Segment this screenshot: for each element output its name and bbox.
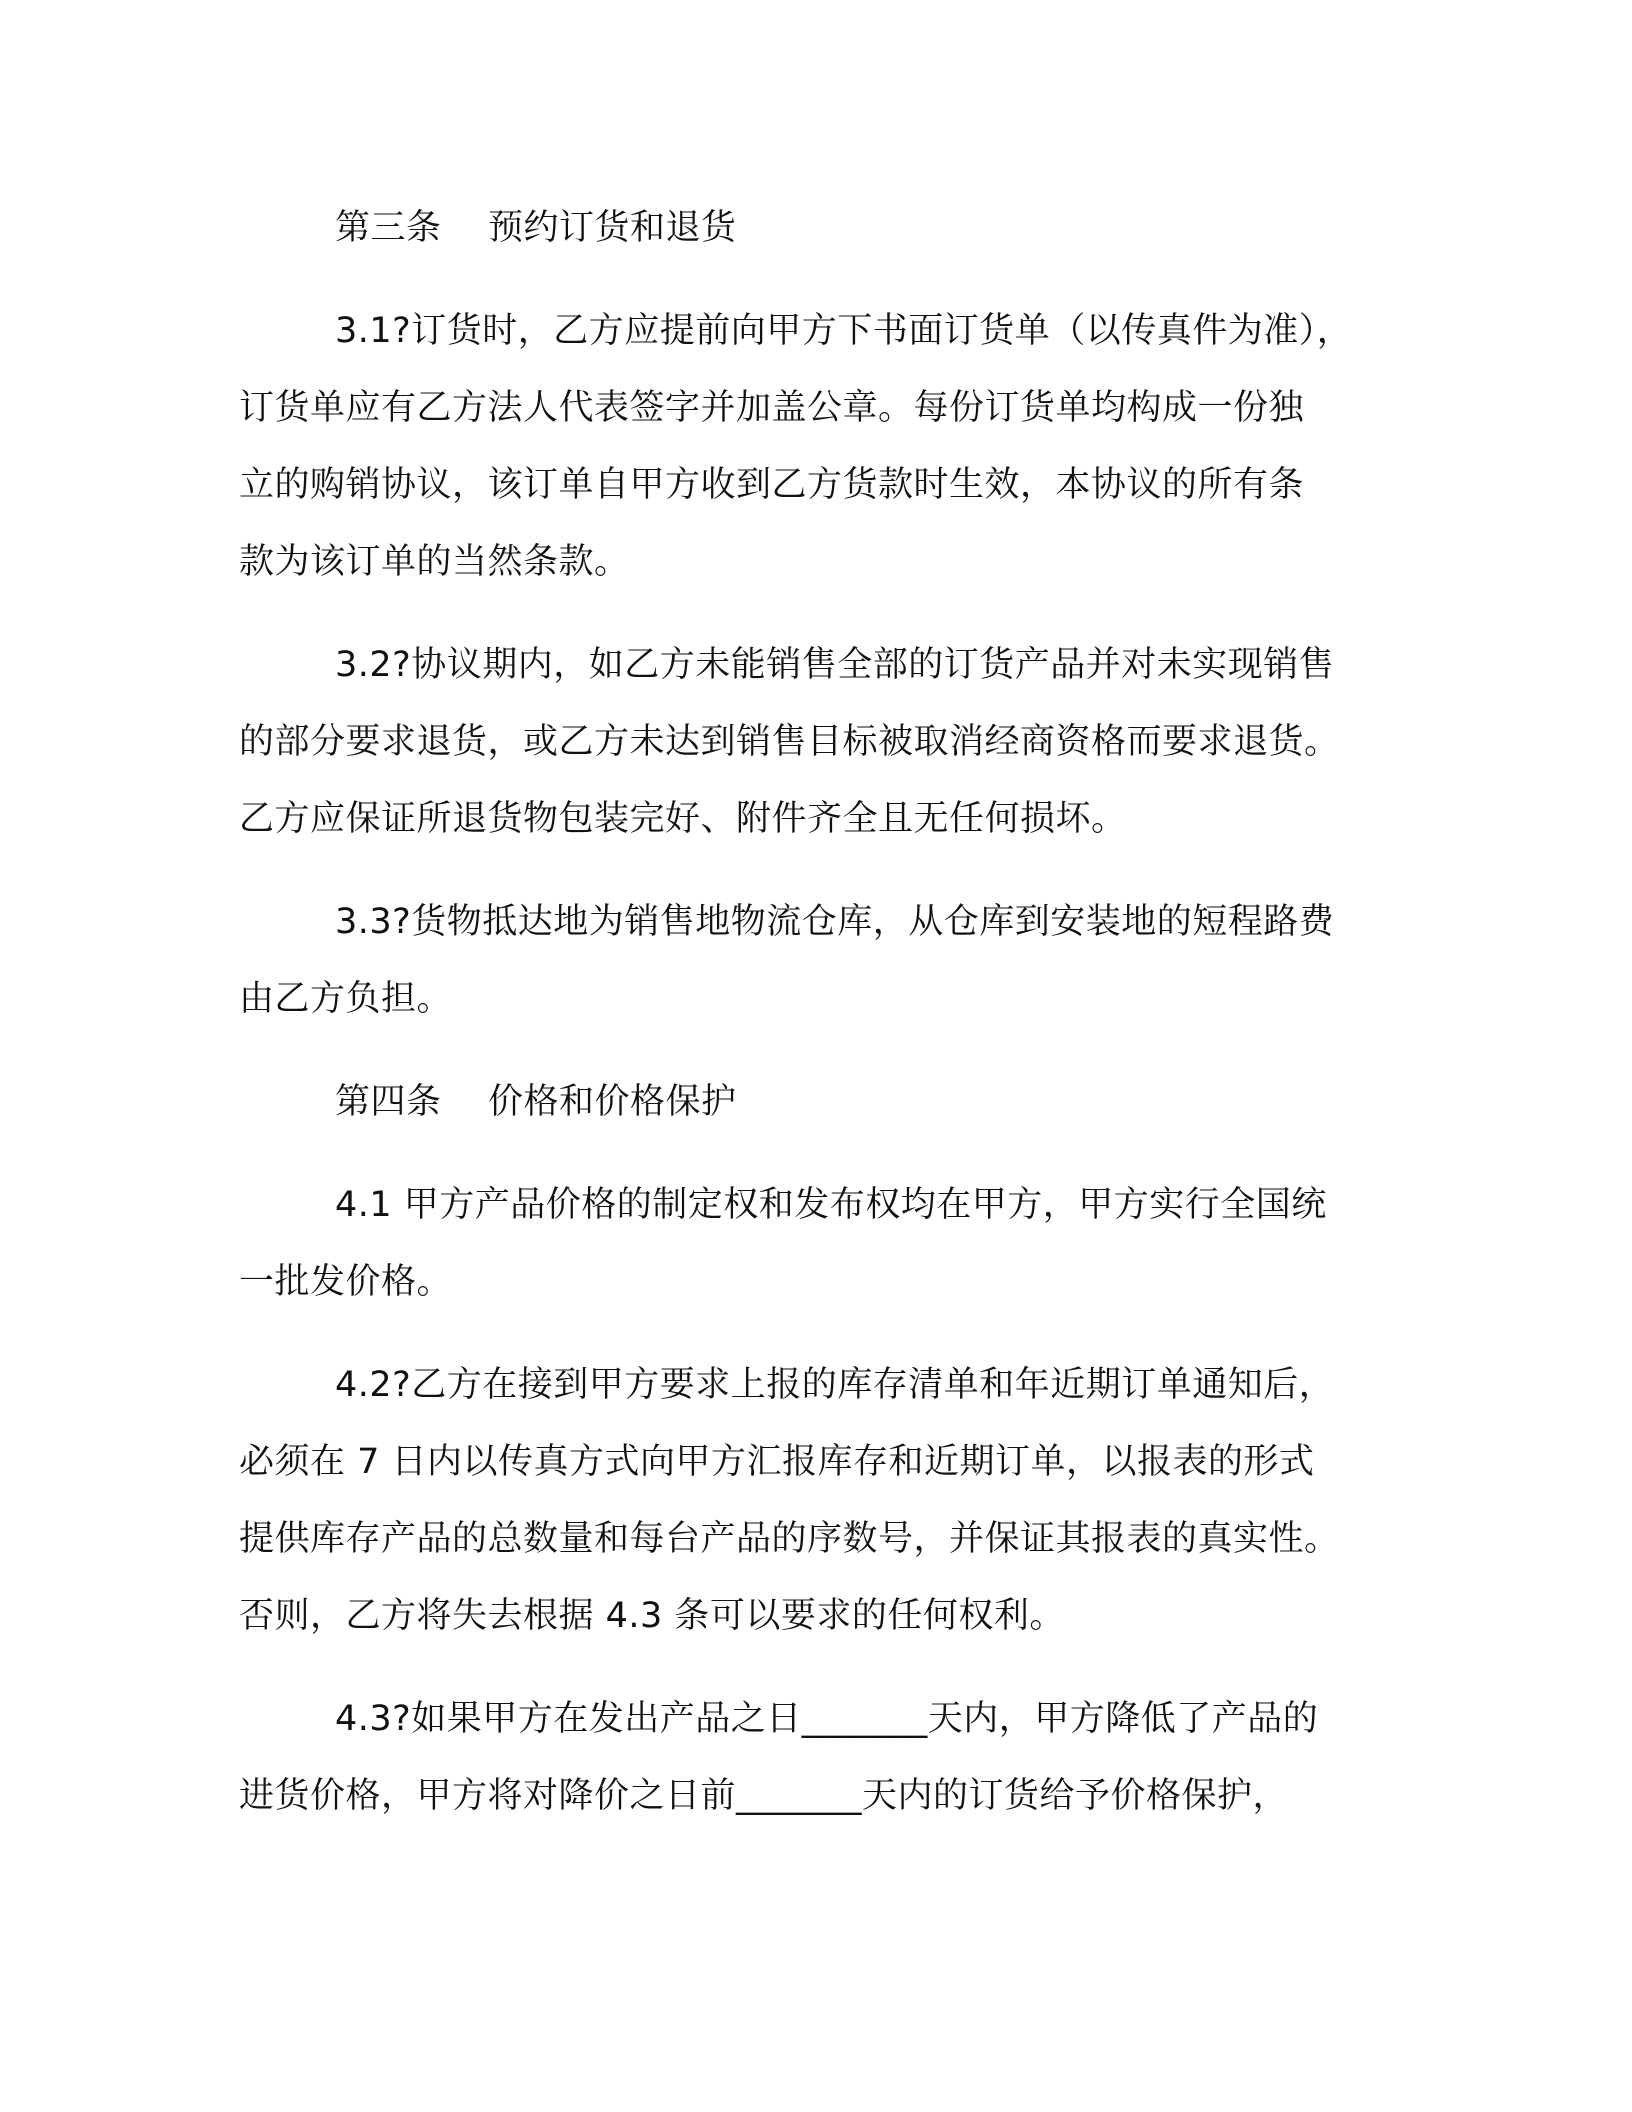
clause-4-1 (239, 1167, 1399, 1321)
text-line: 4.3?如果甲方在发出产品之日_______天内，甲方降低了产品的 (335, 1699, 1319, 1739)
text-line: 由乙方负担。 (239, 979, 453, 1019)
text-line: 进货价格，甲方将对降价之日前_______天内的订货给予价格保护， (239, 1776, 1289, 1816)
document-body (239, 190, 1399, 1861)
clause-3-3 (239, 884, 1399, 1038)
article-4-heading: 第四条 价格和价格保护 (335, 1082, 737, 1122)
text-line: 乙方应保证所退货物包装完好、附件齐全且无任何损坏。 (239, 799, 1127, 839)
clause-3-1 (239, 293, 1399, 601)
text-line: 款为该订单的当然条款。 (239, 542, 630, 582)
text-line: 一批发价格。 (239, 1262, 453, 1302)
text-line: 4.2?乙方在接到甲方要求上报的库存清单和年近期订单通知后， (335, 1365, 1335, 1405)
text-line: 否则，乙方将失去根据 4.3 条可以要求的任何权利。 (239, 1596, 1065, 1636)
text-line: 3.2?协议期内，如乙方未能销售全部的订货产品并对未实现销售 (335, 645, 1335, 685)
clause-4-2 (239, 1347, 1399, 1655)
text-line: 的部分要求退货，或乙方未达到销售目标被取消经商资格而要求退货。 (239, 722, 1340, 762)
text-line: 3.1?订货时，乙方应提前向甲方下书面订货单（以传真件为准）， (335, 311, 1353, 351)
article-3-heading: 第三条 预约订货和退货 (335, 208, 737, 248)
text-line: 提供库存产品的总数量和每台产品的序数号，并保证其报表的真实性。 (239, 1519, 1340, 1559)
text-line: 4.1 甲方产品价格的制定权和发布权均在甲方，甲方实行全国统 (335, 1185, 1327, 1225)
clause-4-3 (239, 1681, 1399, 1835)
text-line: 订货单应有乙方法人代表签字并加盖公章。每份订货单均构成一份独 (239, 388, 1305, 428)
clause-3-2 (239, 627, 1399, 858)
text-line: 3.3?货物抵达地为销售地物流仓库，从仓库到安装地的短程路费 (335, 902, 1335, 942)
text-line: 立的购销协议，该订单自甲方收到乙方货款时生效，本协议的所有条 (239, 465, 1305, 505)
text-line: 必须在 7 日内以传真方式向甲方汇报库存和近期订单，以报表的形式 (239, 1442, 1315, 1482)
